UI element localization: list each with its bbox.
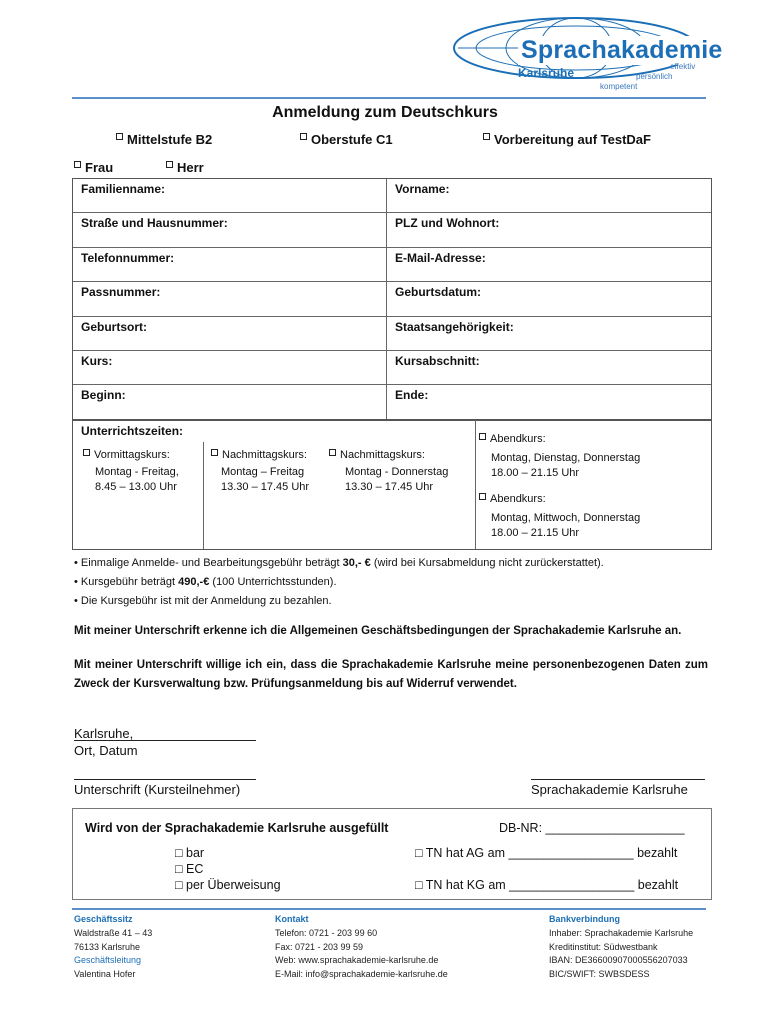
db-nr-field[interactable]: DB-NR: ____________________ [499,821,685,835]
field-telefon[interactable]: Telefonnummer: [73,248,387,281]
field-plz-wohnort[interactable]: PLZ und Wohnort: [395,216,500,231]
table-row [73,248,711,282]
office-use-box [72,808,712,900]
class-times-section [72,420,712,550]
fee-bullet-course: • Kursgebühr beträgt 490,-€ (100 Unterrichtsstunden). [74,576,337,588]
field-ende[interactable]: Ende: [395,388,429,403]
checkbox-icon[interactable] [483,133,490,140]
table-row [73,351,711,385]
header-divider [72,97,706,99]
checkbox-icon[interactable] [479,493,486,500]
course-option-testdaf[interactable]: Vorbereitung auf TestDaF [483,132,651,147]
fee-bullet-payment: • Die Kursgebühr ist mit der Anmeldung zu bezahlen. [74,595,332,607]
logo-name: Sprachakademie [521,36,723,64]
option-vormittag[interactable]: Vormittagskurs: Montag - Freitag, 8.45 – 13.00 Uhr [83,448,179,495]
checkbox-icon[interactable] [479,433,486,440]
tn-ag-field[interactable]: □ TN hat AG am __________________ bezahlt [415,846,678,860]
footer-contact: Kontakt Telefon: 0721 - 203 99 60 Fax: 0721 - 203 99 59 Web: www.sprachakademie-karlsruhe.de E-Mail: info@sprachakademie-karlsruhe.de [275,914,448,981]
form-title: Anmeldung zum Deutschkurs [272,104,498,121]
table-row [73,179,711,213]
academy-signature-line [531,779,705,780]
office-heading: Wird von der Sprachakademie Karlsruhe ausgefüllt [85,821,389,835]
logo-tag-effektiv: effektiv [670,62,696,71]
field-beginn[interactable]: Beginn: [73,385,387,418]
website-link[interactable]: Web: www.sprachakademie-karlsruhe.de [275,955,439,965]
field-geburtsort[interactable]: Geburtsort: [73,317,387,350]
personal-data-table [72,178,712,421]
footer-headquarters: Geschäftssitz Waldstraße 41 – 43 76133 Karlsruhe Geschäftsleitung Valentina Hofer [74,914,153,979]
field-kurs[interactable]: Kurs: [73,351,387,384]
checkbox-icon[interactable] [83,449,90,456]
pay-transfer-option[interactable]: □ per Überweisung [175,878,281,892]
field-geburtsdatum[interactable]: Geburtsdatum: [395,285,482,300]
academy-logo [448,14,723,94]
logo-tag-kompetent: kompetent [600,82,638,91]
field-strasse[interactable]: Straße und Hausnummer: [73,213,387,246]
footer-divider [72,908,706,910]
pay-ec-option[interactable]: □ EC [175,862,204,876]
field-email[interactable]: E-Mail-Adresse: [395,250,486,265]
place-date-label: Ort, Datum [74,743,138,758]
participant-signature-label: Unterschrift (Kursteilnehmer) [74,782,241,797]
checkbox-icon[interactable] [211,449,218,456]
option-abend-1[interactable]: Abendkurs: Montag, Dienstag, Donnerstag 18.00 – 21.15 Uhr [479,432,640,481]
checkbox-icon[interactable] [300,133,307,140]
field-passnummer[interactable]: Passnummer: [73,282,387,315]
checkbox-icon[interactable] [74,161,81,168]
participant-signature-line[interactable] [74,779,256,780]
class-times-label: Unterrichtszeiten: [81,424,184,438]
field-familienname[interactable]: Familienname: [73,179,387,212]
email-link[interactable]: E-Mail: info@sprachakademie-karlsruhe.de [275,968,448,979]
logo-city: Karlsruhe [518,66,575,80]
pay-bar-option[interactable]: □ bar [175,846,205,860]
option-nachmittag-1[interactable]: Nachmittagskurs: Montag – Freitag 13.30 – 17.45 Uhr [211,448,309,495]
divider [475,420,476,549]
table-row [73,213,711,247]
checkbox-icon[interactable] [329,449,336,456]
logo-tag-persoenlich: persönlich [636,72,673,81]
table-row [73,385,711,419]
place-value[interactable]: Karlsruhe, [74,726,134,741]
divider [203,442,204,549]
table-row [73,282,711,316]
salutation-frau[interactable]: Frau [74,160,113,175]
checkbox-icon[interactable] [166,161,173,168]
tn-kg-field[interactable]: □ TN hat KG am __________________ bezahlt [415,878,679,892]
place-line [74,740,256,741]
course-option-b2[interactable]: Mittelstufe B2 [116,132,212,147]
salutation-herr[interactable]: Herr [166,160,204,175]
fee-bullet-registration: • Einmalige Anmelde- und Bearbeitungsgebühr beträgt 30,- € (wird bei Kursabmeldung nicht zurückerstattet). [74,557,604,569]
checkbox-icon[interactable] [116,133,123,140]
field-staatsangehoerigkeit[interactable]: Staatsangehörigkeit: [395,319,514,334]
field-vorname[interactable]: Vorname: [395,182,450,196]
data-consent: Mit meiner Unterschrift willige ich ein, dass die Sprachakademie Karlsruhe meine personenbezogenen Daten zum Zweck der Kursverwaltung bzw. Prüfungsanmeldung bis auf Widerruf verwendet. [74,659,708,690]
footer-bank: Bankverbindung Inhaber: Sprachakademie Karlsruhe Kreditinstitut: Südwestbank IBAN: DE36600907000556207033 BIC/SWIFT: SWBSDESS [549,914,694,979]
terms-consent: Mit meiner Unterschrift erkenne ich die Allgemeinen Geschäftsbedingungen der Sprachakademie Karlsruhe an. [74,625,682,637]
table-row [73,317,711,351]
course-option-c1[interactable]: Oberstufe C1 [300,132,393,147]
field-kursabschnitt[interactable]: Kursabschnitt: [395,353,480,368]
academy-signature-label: Sprachakademie Karlsruhe [531,782,688,797]
option-nachmittag-2[interactable]: Nachmittagskurs: Montag - Donnerstag 13.30 – 17.45 Uhr [329,448,448,495]
option-abend-2[interactable]: Abendkurs: Montag, Mittwoch, Donnerstag 18.00 – 21.15 Uhr [479,492,640,541]
